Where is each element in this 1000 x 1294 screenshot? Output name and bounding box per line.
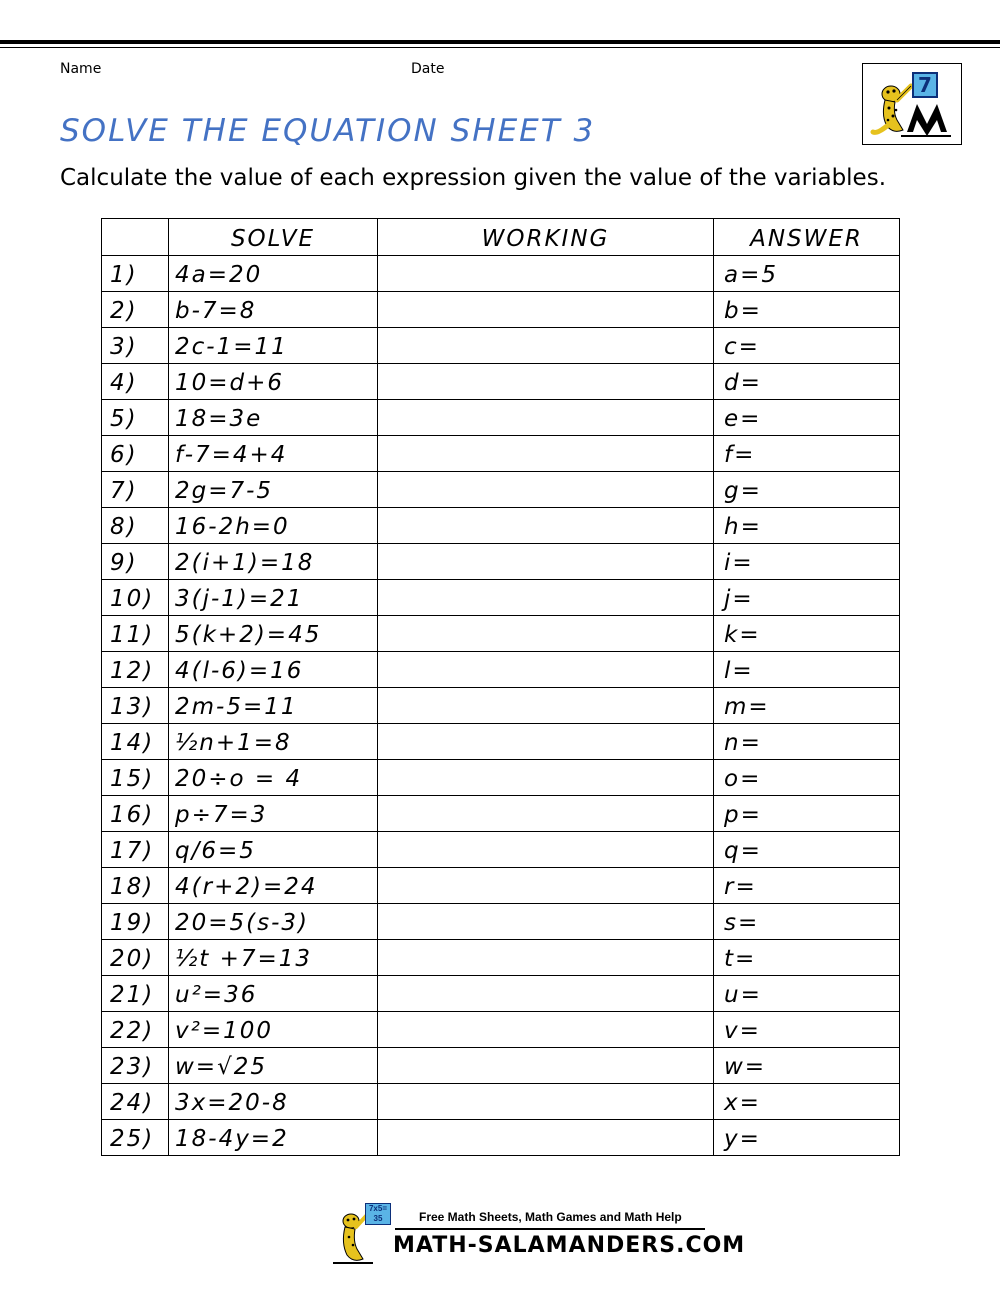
- answer-cell[interactable]: j=: [714, 580, 900, 616]
- table-row: [102, 364, 900, 400]
- equation-table: [101, 218, 900, 1156]
- date-label: Date: [411, 61, 445, 77]
- question-number: 21): [102, 976, 169, 1012]
- equation: 3x=20-8: [169, 1084, 378, 1120]
- answer-cell[interactable]: d=: [714, 364, 900, 400]
- table-row: [102, 1084, 900, 1120]
- footer-logo: [325, 1203, 746, 1273]
- header-answer: ANSWER: [714, 219, 900, 256]
- question-number: 10): [102, 580, 169, 616]
- table-row: [102, 868, 900, 904]
- answer-cell[interactable]: b=: [714, 292, 900, 328]
- table-row: [102, 904, 900, 940]
- grade-badge: 7: [912, 72, 938, 98]
- equation: 20=5(s-3): [169, 904, 378, 940]
- question-number: 1): [102, 256, 169, 292]
- header-working: WORKING: [378, 219, 714, 256]
- table-row: [102, 724, 900, 760]
- question-number: 8): [102, 508, 169, 544]
- equation: u²=36: [169, 976, 378, 1012]
- working-cell[interactable]: [378, 436, 714, 472]
- equation: 20÷o = 4: [169, 760, 378, 796]
- table-row: [102, 796, 900, 832]
- answer-cell[interactable]: e=: [714, 400, 900, 436]
- table-header-row: [102, 219, 900, 256]
- question-number: 6): [102, 436, 169, 472]
- name-label: Name: [60, 61, 102, 77]
- answer-cell[interactable]: q=: [714, 832, 900, 868]
- footer-rule: [395, 1228, 705, 1230]
- question-number: 11): [102, 616, 169, 652]
- answer-cell[interactable]: o=: [714, 760, 900, 796]
- working-cell[interactable]: [378, 1084, 714, 1120]
- equation: 4a=20: [169, 256, 378, 292]
- working-cell[interactable]: [378, 256, 714, 292]
- question-number: 20): [102, 940, 169, 976]
- table-row: [102, 940, 900, 976]
- answer-cell[interactable]: x=: [714, 1084, 900, 1120]
- table-row: [102, 472, 900, 508]
- table-row: [102, 976, 900, 1012]
- question-number: 16): [102, 796, 169, 832]
- table-row: [102, 400, 900, 436]
- question-number: 5): [102, 400, 169, 436]
- header-solve: SOLVE: [169, 219, 378, 256]
- question-number: 12): [102, 652, 169, 688]
- table-row: [102, 652, 900, 688]
- equation: 18=3e: [169, 400, 378, 436]
- table-row: [102, 688, 900, 724]
- working-cell[interactable]: [378, 400, 714, 436]
- table-row: [102, 328, 900, 364]
- footer-site-name: MATH-SALAMANDERS.COM: [393, 1233, 746, 1258]
- table-row: [102, 1012, 900, 1048]
- equation: 4(l-6)=16: [169, 652, 378, 688]
- answer-cell[interactable]: m=: [714, 688, 900, 724]
- answer-cell[interactable]: f=: [714, 436, 900, 472]
- question-number: 2): [102, 292, 169, 328]
- answer-cell[interactable]: l=: [714, 652, 900, 688]
- equation: p÷7=3: [169, 796, 378, 832]
- table-row: [102, 292, 900, 328]
- answer-cell[interactable]: t=: [714, 940, 900, 976]
- answer-cell[interactable]: g=: [714, 472, 900, 508]
- answer-cell[interactable]: p=: [714, 796, 900, 832]
- question-number: 3): [102, 328, 169, 364]
- equation: 2(i+1)=18: [169, 544, 378, 580]
- question-number: 17): [102, 832, 169, 868]
- equation: 4(r+2)=24: [169, 868, 378, 904]
- working-cell[interactable]: [378, 652, 714, 688]
- working-cell[interactable]: [378, 904, 714, 940]
- answer-cell[interactable]: v=: [714, 1012, 900, 1048]
- working-cell[interactable]: [378, 724, 714, 760]
- table-row: [102, 544, 900, 580]
- equation: 2c-1=11: [169, 328, 378, 364]
- equation: 2g=7-5: [169, 472, 378, 508]
- working-cell[interactable]: [378, 1120, 714, 1156]
- instructions: Calculate the value of each expression given the value of the variables.: [60, 165, 887, 191]
- question-number: 18): [102, 868, 169, 904]
- question-number: 19): [102, 904, 169, 940]
- answer-cell[interactable]: u=: [714, 976, 900, 1012]
- equation: ½n+1=8: [169, 724, 378, 760]
- question-number: 9): [102, 544, 169, 580]
- footer-tagline: Free Math Sheets, Math Games and Math Help: [419, 1210, 682, 1224]
- working-cell[interactable]: [378, 544, 714, 580]
- table-row: [102, 832, 900, 868]
- header-number: [102, 219, 169, 256]
- equation: 18-4y=2: [169, 1120, 378, 1156]
- working-cell[interactable]: [378, 616, 714, 652]
- working-cell[interactable]: [378, 292, 714, 328]
- working-cell[interactable]: [378, 508, 714, 544]
- answer-cell[interactable]: n=: [714, 724, 900, 760]
- equation: q/6=5: [169, 832, 378, 868]
- grade-logo: [862, 63, 962, 145]
- table-row: [102, 616, 900, 652]
- table-row: [102, 436, 900, 472]
- working-cell[interactable]: [378, 364, 714, 400]
- answer-cell[interactable]: w=: [714, 1048, 900, 1084]
- question-number: 25): [102, 1120, 169, 1156]
- table-row: [102, 256, 900, 292]
- working-cell[interactable]: [378, 868, 714, 904]
- table-row: [102, 760, 900, 796]
- working-cell[interactable]: [378, 832, 714, 868]
- equation: ½t +7=13: [169, 940, 378, 976]
- question-number: 14): [102, 724, 169, 760]
- answer-cell[interactable]: k=: [714, 616, 900, 652]
- answer-cell[interactable]: h=: [714, 508, 900, 544]
- working-cell[interactable]: [378, 328, 714, 364]
- equation: f-7=4+4: [169, 436, 378, 472]
- question-number: 22): [102, 1012, 169, 1048]
- top-rule: [0, 40, 1000, 44]
- top-rule-thin: [0, 47, 1000, 48]
- answer-cell[interactable]: y=: [714, 1120, 900, 1156]
- working-cell[interactable]: [378, 1048, 714, 1084]
- working-cell[interactable]: [378, 760, 714, 796]
- equation: 16-2h=0: [169, 508, 378, 544]
- answer-cell[interactable]: c=: [714, 328, 900, 364]
- table-row: [102, 580, 900, 616]
- question-number: 24): [102, 1084, 169, 1120]
- page-title: SOLVE THE EQUATION SHEET 3: [60, 113, 596, 149]
- answer-cell[interactable]: a=5: [714, 256, 900, 292]
- working-cell[interactable]: [378, 688, 714, 724]
- table-row: [102, 1120, 900, 1156]
- working-cell[interactable]: [378, 940, 714, 976]
- question-number: 4): [102, 364, 169, 400]
- equation: 10=d+6: [169, 364, 378, 400]
- answer-cell[interactable]: i=: [714, 544, 900, 580]
- equation: 5(k+2)=45: [169, 616, 378, 652]
- working-cell[interactable]: [378, 1012, 714, 1048]
- equation: 2m-5=11: [169, 688, 378, 724]
- question-number: 7): [102, 472, 169, 508]
- table-row: [102, 508, 900, 544]
- working-cell[interactable]: [378, 472, 714, 508]
- answer-cell[interactable]: r=: [714, 868, 900, 904]
- question-number: 23): [102, 1048, 169, 1084]
- math-fact-badge: 7x5= 35: [365, 1203, 391, 1225]
- question-number: 15): [102, 760, 169, 796]
- equation: v²=100: [169, 1012, 378, 1048]
- table-row: [102, 1048, 900, 1084]
- question-number: 13): [102, 688, 169, 724]
- answer-cell[interactable]: s=: [714, 904, 900, 940]
- working-cell[interactable]: [378, 796, 714, 832]
- working-cell[interactable]: [378, 976, 714, 1012]
- working-cell[interactable]: [378, 580, 714, 616]
- equation: w=√25: [169, 1048, 378, 1084]
- equation: 3(j-1)=21: [169, 580, 378, 616]
- equation: b-7=8: [169, 292, 378, 328]
